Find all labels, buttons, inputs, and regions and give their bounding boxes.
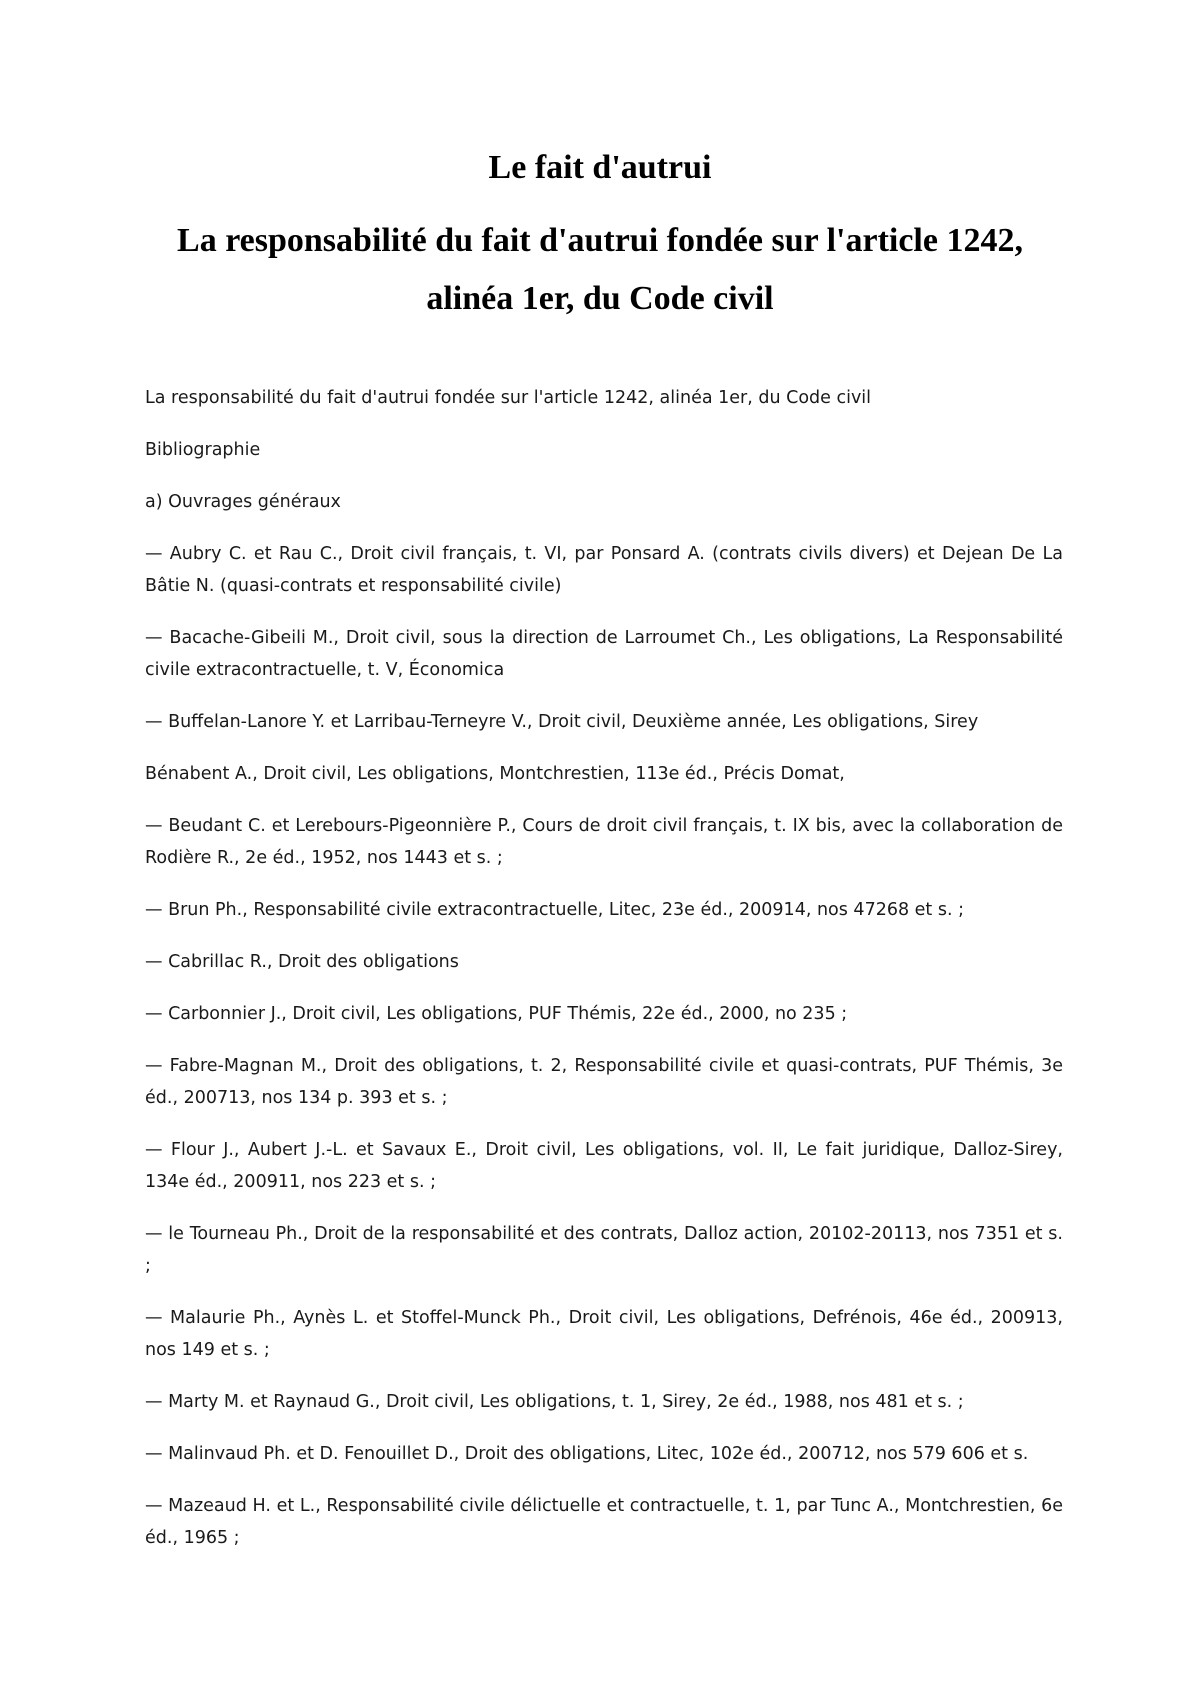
reference-item: — Bacache-Gibeili M., Droit civil, sous la direction de Larroumet Ch., Les obligations, La Responsabilité civile extracontractuelle, t. V, Économica xyxy=(145,628,1063,680)
reference-item: — Flour J., Aubert J.-L. et Savaux E., Droit civil, Les obligations, vol. II, Le fait juridique, Dalloz-Sirey, 134e éd., 200911, nos 223 et s. ; xyxy=(145,1140,1063,1192)
reference-item: — Buffelan-Lanore Y. et Larribau-Terneyre V., Droit civil, Deuxième année, Les obligations, Sirey xyxy=(145,712,979,732)
document-body xyxy=(145,382,1063,1574)
document-title: Le fait d'autrui xyxy=(488,149,712,186)
reference-item: — Carbonnier J., Droit civil, Les obligations, PUF Thémis, 22e éd., 2000, no 235 ; xyxy=(145,1004,848,1024)
reference-item: — Malinvaud Ph. et D. Fenouillet D., Droit des obligations, Litec, 102e éd., 200712, nos 579 606 et s. xyxy=(145,1444,1029,1464)
reference-item: — Marty M. et Raynaud G., Droit civil, Les obligations, t. 1, Sirey, 2e éd., 1988, nos 481 et s. ; xyxy=(145,1392,964,1412)
intro-line: La responsabilité du fait d'autrui fondée sur l'article 1242, alinéa 1er, du Code civil xyxy=(145,388,872,408)
reference-item: — Mazeaud H. et L., Responsabilité civile délictuelle et contractuelle, t. 1, par Tunc A., Montchrestien, 6e éd., 1965 ; xyxy=(145,1496,1063,1548)
document-subtitle: La responsabilité du fait d'autrui fondée sur l'article 1242, alinéa 1er, du Code civil xyxy=(177,222,1023,317)
reference-item: — Cabrillac R., Droit des obligations xyxy=(145,952,459,972)
reference-item: — Aubry C. et Rau C., Droit civil français, t. VI, par Ponsard A. (contrats civils divers) et Dejean De La Bâtie N. (quasi-contrats et responsabilité civile) xyxy=(145,544,1063,596)
reference-item: — Malaurie Ph., Aynès L. et Stoffel-Munck Ph., Droit civil, Les obligations, Defrénois, 46e éd., 200913, nos 149 et s. ; xyxy=(145,1308,1063,1360)
reference-item: — Beudant C. et Lerebours-Pigeonnière P., Cours de droit civil français, t. IX bis, avec la collaboration de Rodière R., 2e éd., 1952, nos 1443 et s. ; xyxy=(145,816,1063,868)
reference-item: Bénabent A., Droit civil, Les obligations, Montchrestien, 113e éd., Précis Domat, xyxy=(145,764,845,784)
section-heading: Bibliographie xyxy=(145,440,261,460)
reference-item: — le Tourneau Ph., Droit de la responsabilité et des contrats, Dalloz action, 20102-20113, nos 7351 et s. ; xyxy=(145,1224,1063,1276)
subsection-heading: a) Ouvrages généraux xyxy=(145,492,341,512)
reference-item: — Brun Ph., Responsabilité civile extracontractuelle, Litec, 23e éd., 200914, nos 47268 et s. ; xyxy=(145,900,964,920)
reference-item: — Fabre-Magnan M., Droit des obligations, t. 2, Responsabilité civile et quasi-contrats, PUF Thémis, 3e éd., 200713, nos 134 p. 393 et s. ; xyxy=(145,1056,1063,1108)
